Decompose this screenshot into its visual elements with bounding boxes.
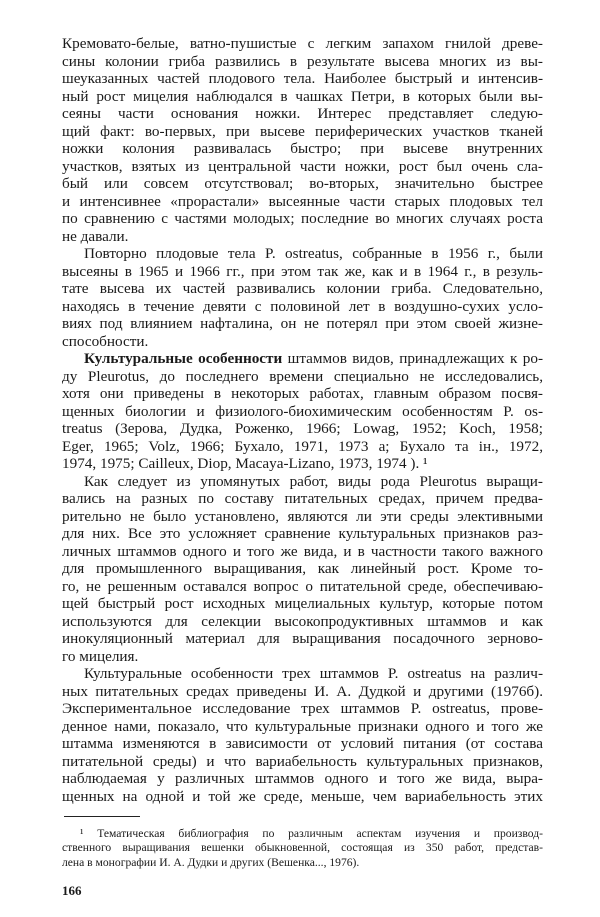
text-line: щий факт: во-первых, при высеве периферических участков тканей: [62, 122, 543, 140]
body-text: [62, 35, 543, 805]
text-line: для промышленного выращивания, как линейный рост. Кроме то-: [62, 560, 543, 577]
text-line: денное нами, показало, что культуральные признаки одного и того же: [62, 717, 543, 735]
text-line: [62, 350, 543, 368]
text-line: treatus (Зерова, Дудка, Роженко, 1966; Lowag, 1952; Koch, 1958;: [62, 420, 543, 437]
text-line: способности.: [62, 332, 149, 350]
text-line: вались на разных по составу питательных средах, причем предва-: [62, 490, 543, 507]
footnote-line: ¹ Тематическая библиография по различным аспектам изучения и производ-: [80, 827, 543, 840]
footnote: [62, 827, 543, 870]
text-line: Eger, 1965; Volz, 1966; Бухало, 1971, 1973 а; Бухало та ін., 1972,: [62, 437, 543, 455]
text-line: щенных биологии и физиолого-биохимическим особенностям P. os-: [62, 402, 543, 420]
text-line-rest: штаммов видов, принадлежащих к ро-: [282, 350, 543, 367]
text-line: сины колонии гриба развились в результате высева многих из вы-: [62, 52, 543, 70]
paragraph: [62, 473, 543, 666]
text-line: Экспериментальное исследование трех штаммов P. ostreatus, прове-: [62, 700, 543, 717]
text-line: по сравнению с частями молодых; последние во многих случаях роста: [62, 210, 543, 227]
text-line: питательной среды) и что вариабельность культуральных признаков,: [62, 752, 543, 770]
footnote-line: лена в монографии И. А. Дудки и других (Вешенка..., 1976).: [62, 855, 360, 869]
text-line: Повторно плодовые тела P. ostreatus, собранные в 1956 г., были: [84, 245, 543, 262]
paragraph: [62, 665, 543, 805]
text-line: сеяны части основания ножки. Интерес представляет следую-: [62, 105, 543, 122]
text-line: 1974, 1975; Cailleux, Diop, Macaya-Lizano, 1973, 1974 ). ¹: [62, 455, 428, 472]
text-line: штамма изменяются в зависимости от условий питания (от состава: [62, 735, 543, 752]
text-line: бый или совсем отсутствовал; во-вторых, значительно быстрее: [62, 175, 543, 192]
paragraph: [62, 350, 543, 473]
text-line: ножки колония развивалась быстро; при высеве внутренних: [62, 140, 543, 157]
paragraph: [62, 245, 543, 350]
text-line: наблюдаемая у различных штаммов одного и того же вида, выра-: [62, 770, 543, 787]
text-line: виях под влиянием нафталина, он не потерял при этом своей жизне-: [62, 315, 543, 332]
page-number: 166: [62, 883, 82, 899]
paragraph: [62, 35, 543, 245]
text-line: го, не решенным оставался вопрос о питательной среде, обеспечиваю-: [62, 577, 543, 595]
text-line: не давали.: [62, 227, 129, 245]
text-line: тате высева их частей развивались колонии гриба. Следовательно,: [62, 280, 543, 297]
text-line: участков, взятых из центральной части ножки, рост был очень сла-: [62, 157, 543, 175]
text-line: и интенсивнее «прорастали» высеянные части старых плодовых тел: [62, 192, 543, 210]
page: [62, 35, 543, 899]
text-line: ду Pleurotus, до последнего времени специально не исследовались,: [62, 367, 543, 385]
text-line: ных питательных средах приведены И. А. Дудкой и другими (1976б).: [62, 682, 543, 700]
text-line: хотя они приведены в некоторых работах, главным образом посвя-: [62, 385, 543, 402]
text-line: Кремовато-белые, ватно-пушистые с легким запахом гнилой древе-: [62, 35, 543, 52]
text-line: шеуказанных частей плодового тела. Наиболее быстрый и интенсив-: [62, 70, 543, 87]
text-line: для них. Все это усложняет сравнение культуральных признаков раз-: [62, 525, 543, 542]
text-line: используются для селекции высокопродуктивных штаммов и как: [62, 612, 543, 630]
text-line: го мицелия.: [62, 647, 139, 665]
text-line: щенных на одной и той же среде, меньше, чем вариабельность этих: [62, 787, 543, 805]
footnote-divider: [64, 816, 140, 817]
text-line: Культуральные особенности трех штаммов P. ostreatus на различ-: [84, 665, 543, 682]
text-line: инокуляционный материал для выращивания посадочного зерново-: [62, 630, 543, 647]
footnote-line: ственного выращивания вешенки обыкновенной, состоящая из 350 работ, представ-: [62, 841, 543, 855]
text-line: ный рост мицелия наблюдался в чашках Петри, в которых были вы-: [62, 87, 543, 105]
text-line: щей быстрый рост исходных мицелиальных культур, которые потом: [62, 595, 543, 612]
text-line: высеяны в 1965 и 1966 гг., при этом так же, как и в 1964 г., в резуль-: [62, 262, 543, 280]
text-line: личных штаммов одного и того же вида, и в частности такого важного: [62, 542, 543, 560]
text-line: находясь в течение девяти с половиной лет в воздушно-сухих усло-: [62, 297, 543, 315]
bold-term: Культуральные особенности: [84, 350, 283, 367]
text-line: Как следует из упомянутых работ, виды рода Pleurotus выращи-: [84, 472, 543, 490]
text-line: рительно не было установлено, являются ли эти среды элективными: [62, 507, 543, 525]
